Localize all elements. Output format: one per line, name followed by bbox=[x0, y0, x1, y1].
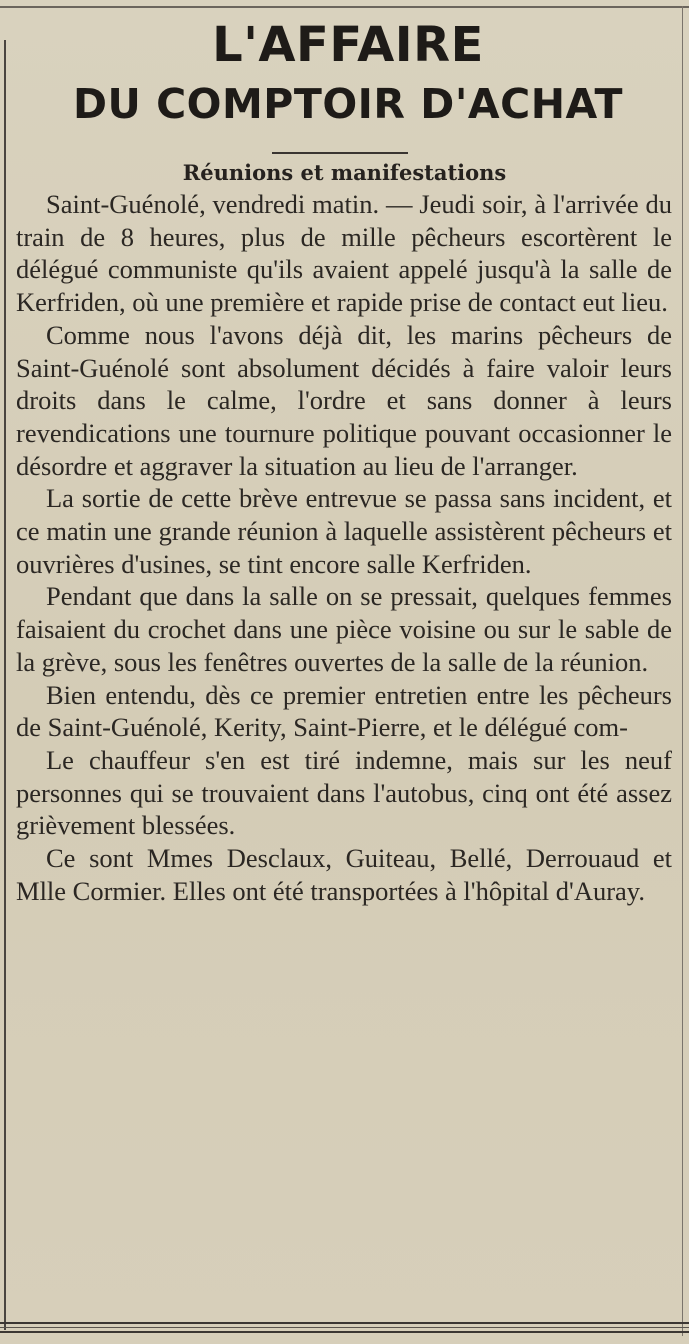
paragraph-1: Saint-Guénolé, vendredi matin. — Jeudi soir, à l'arrivée du train de 8 heures, plus de mille pêcheurs escortèrent le délégué communiste qu'ils avaient appelé jusqu'à la salle de Kerfriden, où une première et rapide prise de contact eut lieu. bbox=[16, 189, 672, 318]
paragraph-4: Pendant que dans la salle on se pressait, quelques femmes faisaient du crochet dans une pièce voisine ou sur le sable de la grève, sous les fenêtres ouvertes de la salle de la réunion. bbox=[16, 581, 672, 677]
paragraph-5: Bien entendu, dès ce premier entretien entre les pêcheurs de Saint-Guénolé, Kerity, Saint-Pierre, et le délégué com- bbox=[16, 679, 672, 743]
headline-divider bbox=[272, 152, 408, 154]
bottom-rule-3 bbox=[0, 1331, 689, 1333]
left-column-rule bbox=[4, 40, 6, 1330]
paragraph-2: Comme nous l'avons déjà dit, les marins pêcheurs de Saint-Guénolé sont absolument décidés à faire valoir leurs droits dans le calme, l'ordre et sans donner à leurs revendications une tournure politique pouvant occasionner le désordre et aggraver la situation au lieu de l'arranger. bbox=[16, 319, 672, 481]
paragraph-6: Le chauffeur s'en est tiré indemne, mais sur les neuf personnes qui se trouvaient dans l'autobus, cinq ont été assez grièvement blessées. bbox=[16, 744, 672, 841]
paragraph-7: Ce sont Mmes Desclaux, Guiteau, Bellé, Derrouaud et Mlle Cormier. Elles ont été transportées à l'hôpital d'Auray. bbox=[16, 843, 672, 906]
bottom-rule-2 bbox=[0, 1327, 689, 1328]
paragraph-3: La sortie de cette brève entrevue se passa sans incident, et ce matin une grande réunion à laquelle assistèrent pêcheurs et ouvrières d'usines, se tint encore salle Kerfriden. bbox=[16, 483, 672, 579]
bottom-border-rules bbox=[0, 1322, 689, 1336]
headline-line-1: L'AFFAIRE bbox=[212, 17, 484, 73]
article-body bbox=[16, 188, 672, 907]
right-column-rule bbox=[682, 6, 683, 1336]
article-subhead: Réunions et manifestations bbox=[182, 160, 507, 185]
headline-line-2: DU COMPTOIR D'ACHAT bbox=[72, 80, 624, 128]
top-border-rule bbox=[0, 6, 689, 8]
bottom-rule-1 bbox=[0, 1322, 689, 1324]
article-headline bbox=[14, 14, 682, 132]
